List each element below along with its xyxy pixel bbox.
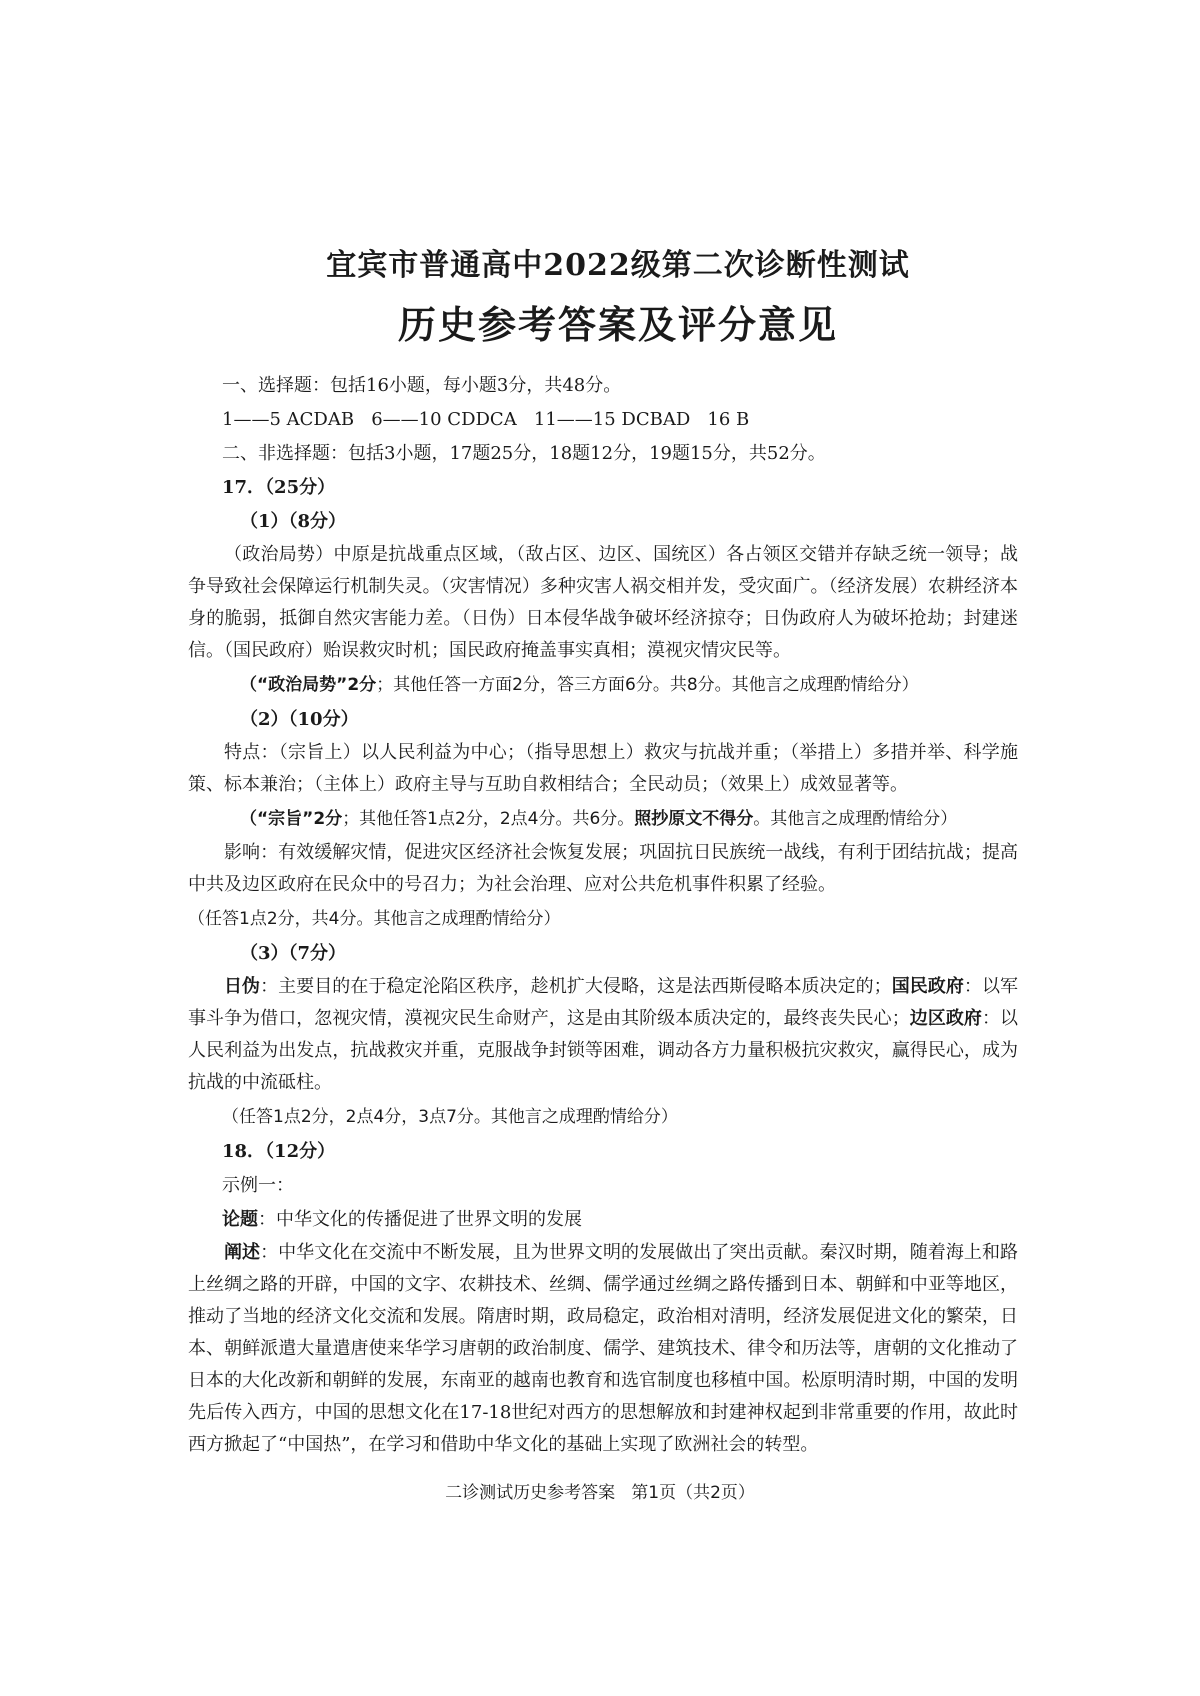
q17-part2-impact-scoring: （任答1点2分，共4分。其他言之成理酌情给分） bbox=[188, 909, 561, 929]
q18-thesis bbox=[188, 1203, 1018, 1237]
scoring-text: ；其他任答1点2分，2点4分。共6分。 bbox=[342, 809, 635, 829]
q18-label: 18．（12分） bbox=[222, 1141, 336, 1162]
term-riwei: 日伪 bbox=[224, 976, 261, 997]
q17-part3-text bbox=[188, 971, 1018, 1099]
scoring-emphasis-copy: 照抄原文不得分 bbox=[634, 809, 754, 829]
thesis-text: ：中华文化的传播促进了世界文明的发展 bbox=[258, 1209, 582, 1230]
term-bianqu-text: ：以人民利益为出发点，抗战救灾并重，克服战争封锁等困难，调动各方力量积极抗灾救灾，赢得民心，成为抗战的中流砥柱。 bbox=[188, 1008, 1019, 1093]
scoring-emphasis: （“政治局势”2分 bbox=[240, 675, 377, 695]
title-exam: 宜宾市普通高中2022级第二次诊断性测试 bbox=[326, 248, 910, 283]
q17-part3-label: （3）（7分） bbox=[240, 943, 347, 964]
q17-part1-label: （1）（8分） bbox=[240, 511, 347, 532]
q17-part2-scoring bbox=[188, 803, 1018, 835]
page-footer: 二诊测试历史参考答案 第1页（共2页） bbox=[445, 1483, 755, 1503]
choice-answers: 1——5 ACDAB 6——10 CDDCA 11——15 DCBAD 16 B bbox=[222, 409, 750, 430]
q17-part2-impact: 影响：有效缓解灾情，促进灾区经济社会恢复发展；巩固抗日民族统一战线，有利于团结抗战；提高中共及边区政府在民众中的号召力；为社会治理、应对公共危机事件积累了经验。 bbox=[188, 842, 1018, 895]
term-bianqu: 边区政府 bbox=[909, 1008, 982, 1029]
section2-heading: 二、非选择题：包括3小题，17题25分，18题12分，19题15分，共52分。 bbox=[222, 443, 826, 464]
term-guomin: 国民政府 bbox=[891, 976, 964, 997]
body-label: 阐述 bbox=[224, 1242, 261, 1263]
q17-part3-scoring: （任答1点2分，2点4分，3点7分。其他言之成理酌情给分） bbox=[222, 1107, 678, 1127]
body-text: ：中华文化在交流中不断发展，且为世界文明的发展做出了突出贡献。秦汉时期，随着海上和路上丝绸之路的开辟，中国的文字、农耕技术、丝绸、儒学通过丝绸之路传播到日本、朝鲜和中亚等地区，推动了当地的经济文化交流和发展。隋唐时期，政局稳定，政治相对清明，经济发展促进文化的繁荣，日本、朝鲜派遣大量遣唐使来华学习唐朝的政治制度、儒学、建筑技术、律令和历法等，唐朝的文化推动了日本的大化改新和朝鲜的发展，东南亚的越南也教育和选官制度也移植中国。松原明清时期，中国的发明先后传入西方，中国的思想文化在17-18世纪对西方的思想解放和封建神权起到非常重要的作用，故此时西方掀起了“中国热”，在学习和借助中华文化的基础上实现了欧洲社会的转型。 bbox=[188, 1242, 1018, 1455]
section1-heading: 一、选择题：包括16小题，每小题3分，共48分。 bbox=[222, 375, 622, 396]
term-riwei-text: ：主要目的在于稳定沦陷区秩序，趁机扩大侵略，这是法西斯侵略本质决定的； bbox=[260, 976, 892, 997]
thesis-label: 论题 bbox=[222, 1209, 258, 1230]
q18-body bbox=[188, 1237, 1018, 1461]
q18-example: 示例一： bbox=[222, 1175, 294, 1196]
q17-part2-text: 特点：（宗旨上）以人民利益为中心；（指导思想上）救灾与抗战并重；（举措上）多措并举、科学施策、标本兼治；（主体上）政府主导与互助自救相结合；全民动员；（效果上）成效显著等。 bbox=[188, 742, 1018, 795]
scoring-text: ；其他任答一方面2分，答三方面6分。共8分。其他言之成理酌情给分） bbox=[376, 675, 919, 695]
scoring-emphasis: （“宗旨”2分 bbox=[240, 809, 343, 829]
q17-part1-scoring bbox=[188, 669, 1018, 701]
document-body bbox=[188, 240, 1018, 1461]
title-answer-key: 历史参考答案及评分意见 bbox=[397, 302, 838, 347]
scoring-text-end: 。其他言之成理酌情给分） bbox=[753, 809, 958, 829]
term-guomin-text: ：以军事斗争为借口，忽视灾情，漠视灾民生命财产，这是由其阶级本质决定的，最终丧失民心； bbox=[188, 976, 1018, 1029]
q17-part1-text: （政治局势）中原是抗战重点区域，（敌占区、边区、国统区）各占领区交错并存缺乏统一领导；战争导致社会保障运行机制失灵。（灾害情况）多种灾害人祸交相并发，受灾面广。（经济发展）农耕经济本身的脆弱，抵御自然灾害能力差。（日伪）日本侵华战争破坏经济掠夺；日伪政府人为破坏抢劫；封建迷信。（国民政府）贻误救灾时机；国民政府掩盖事实真相；漠视灾情灾民等。 bbox=[188, 544, 1018, 661]
q17-label: 17．（25分） bbox=[222, 477, 336, 498]
q17-part2-label: （2）（10分） bbox=[240, 709, 359, 730]
